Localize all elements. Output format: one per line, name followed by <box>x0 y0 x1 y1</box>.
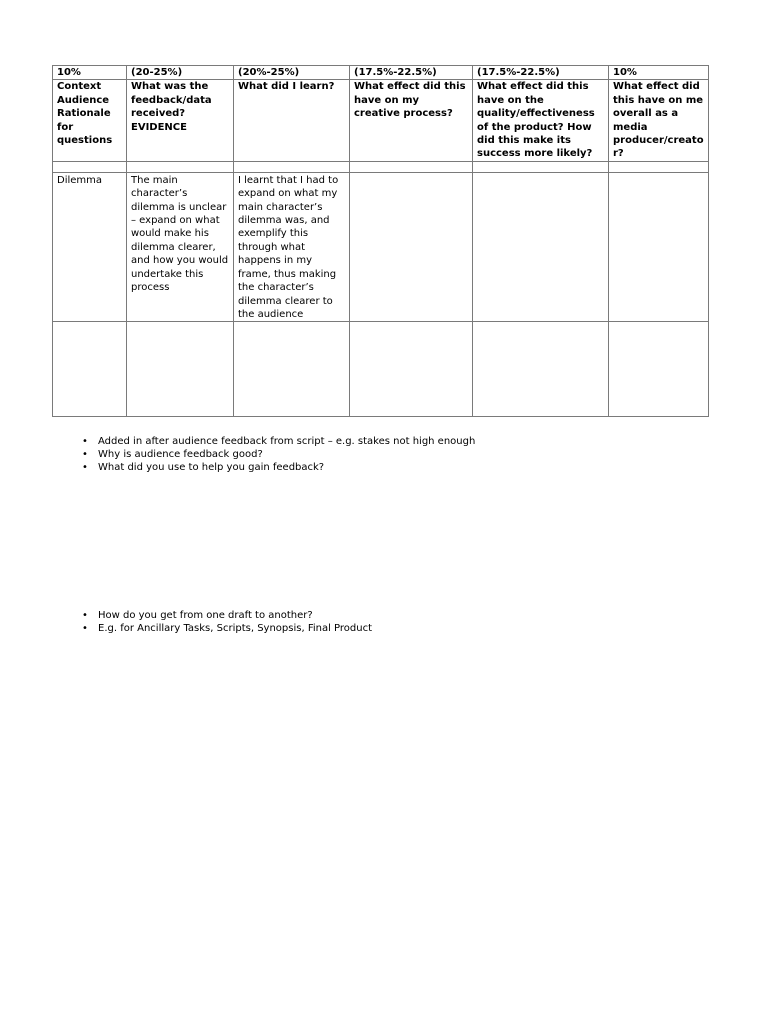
header-learned: What did I learn? <box>234 80 350 161</box>
bullet-list <box>98 435 475 474</box>
list-item: • What did you use to help you gain feedback? <box>98 461 475 474</box>
header-feedback: What was the feedback/data received? EVIDENCE <box>127 80 234 161</box>
table-cell <box>53 161 127 172</box>
table-cell <box>350 172 473 321</box>
table-cell: Dilemma <box>53 172 127 321</box>
table-cell <box>609 322 709 417</box>
header-creative-process: What effect did this have on my creative process? <box>350 80 473 161</box>
list-item: • How do you get from one draft to another? <box>98 609 372 622</box>
weight-cell: (17.5%-22.5%) <box>473 66 609 80</box>
table-cell: I learnt that I had to expand on what my main character’s dilemma was, and exemplify this through what happens in my frame, thus making the character’s dilemma clearer to the audience <box>234 172 350 321</box>
table-cell <box>127 161 234 172</box>
table-row <box>53 172 709 321</box>
feedback-table <box>52 65 709 417</box>
table-cell <box>127 322 234 417</box>
table-cell <box>473 172 609 321</box>
weight-cell: 10% <box>53 66 127 80</box>
table-cell <box>234 161 350 172</box>
table-cell <box>609 172 709 321</box>
list-item: • Why is audience feedback good? <box>98 448 475 461</box>
header-row <box>53 80 709 161</box>
table-cell <box>609 161 709 172</box>
weighting-row <box>53 66 709 80</box>
weight-cell: (20%-25%) <box>234 66 350 80</box>
bullet-list <box>98 609 372 635</box>
table-cell <box>473 161 609 172</box>
header-product-quality: What effect did this have on the quality/effectiveness of the product? How did this make its success more likely? <box>473 80 609 161</box>
list-item: • Added in after audience feedback from script – e.g. stakes not high enough <box>98 435 475 448</box>
table-cell <box>473 322 609 417</box>
list-item: • E.g. for Ancillary Tasks, Scripts, Synopsis, Final Product <box>98 622 372 635</box>
header-context: Context Audience Rationale for questions <box>53 80 127 161</box>
weight-cell: (17.5%-22.5%) <box>350 66 473 80</box>
table-cell <box>234 322 350 417</box>
spacer-row <box>53 161 709 172</box>
weight-cell: (20-25%) <box>127 66 234 80</box>
table-cell: The main character’s dilemma is unclear – expand on what would make his dilemma clearer, and how you would undertake this process <box>127 172 234 321</box>
table-cell <box>350 161 473 172</box>
table-row <box>53 322 709 417</box>
table-cell <box>350 322 473 417</box>
table-cell <box>53 322 127 417</box>
weight-cell: 10% <box>609 66 709 80</box>
header-producer-effect: What effect did this have on me overall as a media producer/creator? <box>609 80 709 161</box>
